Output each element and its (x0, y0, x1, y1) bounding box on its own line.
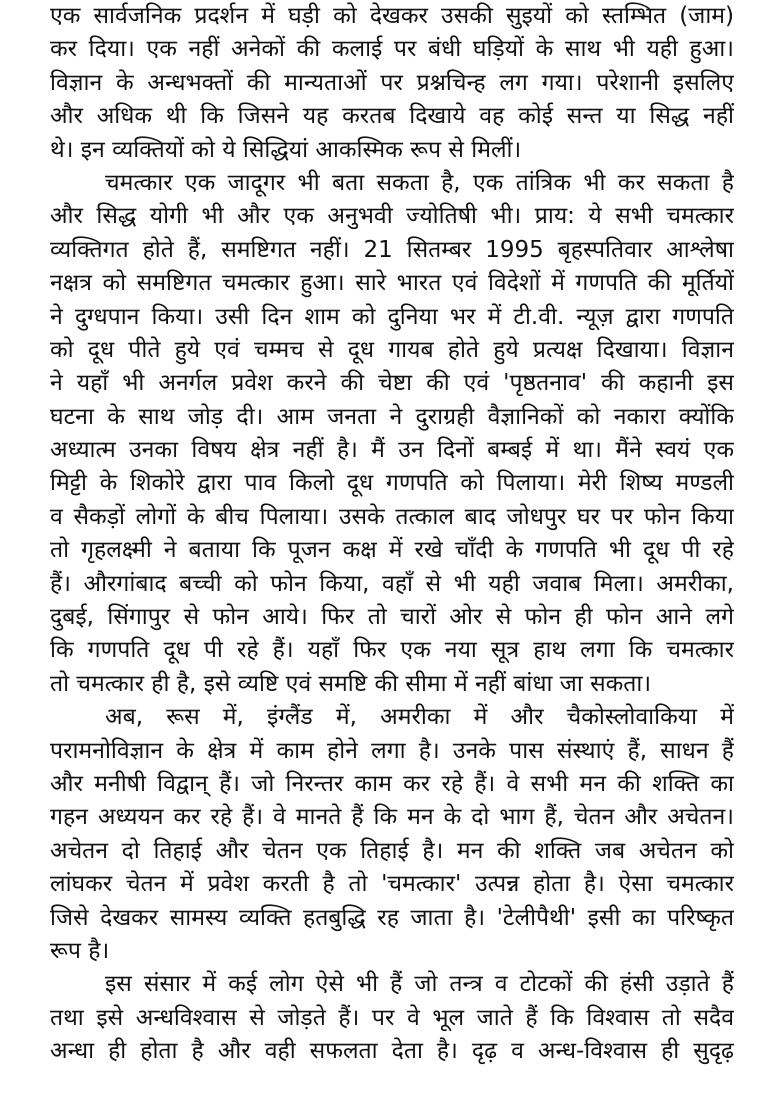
text-line: तो चमत्कार ही है, इसे व्यष्टि एवं समष्टि की सीमा में नहीं बांधा जा सकता। (50, 670, 652, 697)
text-line: थे। इन व्यक्तियों को ये सिद्धियां आकस्मिक रूप से मिलीं। (50, 136, 522, 163)
text-line: विज्ञान के अन्धभक्तों की मान्यताओं पर प्रश्नचिन्ह लग गया। परेशानी इसलिए (50, 69, 734, 96)
text-line: व सैकड़ों लोगों के बीच पिलाया। उसके तत्काल बाद जोधपुर घर पर फोन किया (50, 503, 734, 530)
text-line: और सिद्ध योगी भी और एक अनुभवी ज्योतिषी भी। प्राय: ये सभी चमत्कार (50, 203, 734, 230)
text-line: हैं। औरगांबाद बच्ची को फोन किया, वहाँ से भी यही जवाब मिला। अमरीका, (50, 570, 734, 597)
text-line: जिसे देखकर सामस्य व्यक्ति हतबुद्धि रह जाता है। 'टेलीपैथी' इसी का परिष्कृत (50, 904, 734, 931)
text-line: को दूध पीते हुये एवं चम्मच से दूध गायब होते हुये प्रत्यक्ष दिखाया। विज्ञान (50, 336, 734, 363)
text-line: और अधिक थी कि जिसने यह करतब दिखाये वह कोई सन्त या सिद्ध नहीं (50, 103, 734, 130)
text-line: लांघकर चेतन में प्रवेश करती है तो 'चमत्कार' उत्पन्न होता है। ऐसा चमत्कार (50, 871, 734, 898)
text-line: अब, रूस में, इंग्लैंड में, अमरीका में और चैकोस्लोवाकिया में (105, 704, 734, 731)
text-line: तथा इसे अन्धविश्वास से जोड़ते हैं। पर वे भूल जाते हैं कि विश्वास तो सदैव (50, 1004, 734, 1031)
text-line: रूप है। (50, 937, 110, 964)
text-line: व्यक्तिगत होते हैं, समष्टिगत नहीं। 21 सितम्बर 1995 बृहस्पतिवार आश्लेषा (50, 236, 734, 263)
text-line: दुबई, सिंगापुर से फोन आये। फिर तो चारों ओर से फोन ही फोन आने लगे (50, 604, 734, 631)
text-line: ने दुग्धपान किया। उसी दिन शाम को दुनिया भर में टी.वी. न्यूज़ द्वारा गणपति (50, 303, 734, 330)
text-line: ने यहाँ भी अनर्गल प्रवेश करने की चेष्टा की एवं 'पृष्ठतनाव' की कहानी इस (50, 370, 734, 397)
text-line: परामनोविज्ञान के क्षेत्र में काम होने लगा है। उनके पास संस्थाएं हैं, साधन हैं (50, 737, 734, 764)
text-line: इस संसार में कई लोग ऐसे भी हैं जो तन्त्र व टोटकों की हंसी उड़ाते हैं (105, 971, 734, 998)
paragraph (50, 968, 734, 1068)
text-line: कि गणपति दूध पी रहे हैं। यहाँ फिर एक नया सूत्र हाथ लगा कि चमत्कार (50, 637, 734, 664)
paragraph (50, 0, 734, 167)
book-page-text (50, 0, 734, 1069)
text-line: अचेतन दो तिहाई और चेतन एक तिहाई है। मन की शक्ति जब अचेतन को (50, 837, 734, 864)
paragraph (50, 701, 734, 968)
text-line: चमत्कार एक जादूगर भी बता सकता है, एक तांत्रिक भी कर सकता है (105, 169, 734, 196)
text-line: अध्यात्म उनका विषय क्षेत्र नहीं है। मैं उन दिनों बम्बई में था। मैंने स्वयं एक (50, 437, 734, 464)
paragraph (50, 167, 734, 701)
text-line: मिट्टी के शिकोरे द्वारा पाव किलो दूध गणपति को पिलाया। मेरी शिष्य मण्डली (50, 470, 734, 497)
text-line: अन्धा ही होता है और वही सफलता देता है। दृढ़ व अन्ध-विश्वास ही सुदृढ़ (50, 1038, 734, 1065)
text-line: एक सार्वजनिक प्रदर्शन में घड़ी को देखकर उसकी सुइयों को स्तम्भित (जाम) (50, 3, 734, 29)
text-line: घटना के साथ जोड़ दी। आम जनता ने दुराग्रही वैज्ञानिकों को नकारा क्योंकि (50, 403, 734, 430)
text-line: नक्षत्र को समष्टिगत चमत्कार हुआ। सारे भारत एवं विदेशों में गणपति की मूर्तियों (50, 270, 734, 297)
text-line: और मनीषी विद्वान् हैं। जो निरन्तर काम कर रहे हैं। वे सभी मन की शक्ति का (50, 770, 734, 797)
text-line: कर दिया। एक नहीं अनेकों की कलाई पर बंधी घड़ियों के साथ भी यही हुआ। (50, 36, 734, 63)
text-line: गहन अध्ययन कर रहे हैं। वे मानते हैं कि मन के दो भाग हैं, चेतन और अचेतन। (50, 804, 734, 831)
text-line: तो गृहलक्ष्मी ने बताया कि पूजन कक्ष में रखे चाँदी के गणपति भी दूध पी रहे (50, 537, 734, 564)
